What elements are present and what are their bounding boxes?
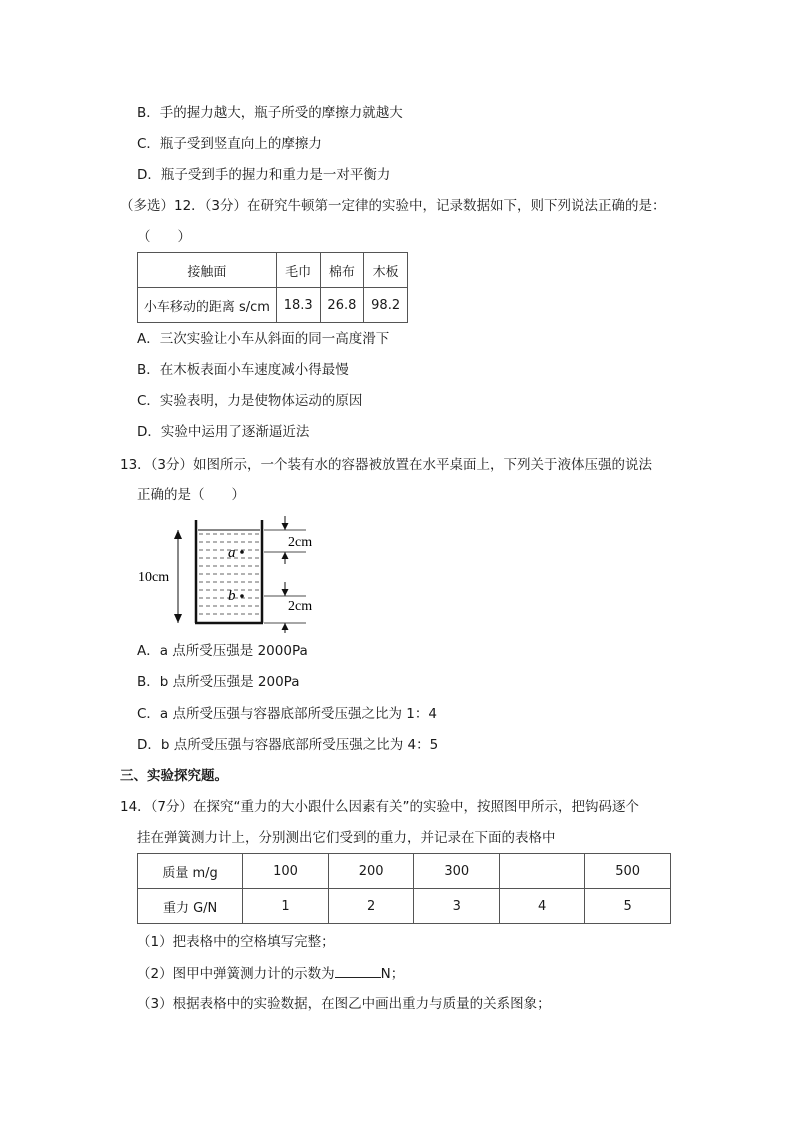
section-3-title: 三、实验探究题。 — [120, 768, 228, 784]
q14-sub2-unit: N； — [380, 966, 405, 982]
table-cell: 100 — [243, 854, 329, 889]
table-cell: 18.3 — [276, 288, 320, 323]
q14-stem-line1: 14．（7分）在探究“重力的大小跟什么因素有关”的实验中，按照图甲所示，把钩码逐个 — [120, 799, 640, 815]
table-cell: 300 — [414, 854, 500, 889]
table-cell-blank[interactable] — [500, 854, 585, 889]
q11-option-b: B．手的握力越大，瓶子所受的摩擦力就越大 — [137, 105, 403, 121]
table-cell: 26.8 — [320, 288, 364, 323]
q12-option-c: C．实验表明，力是使物体运动的原因 — [137, 393, 363, 409]
q14-sub3: （3）根据表格中的实验数据，在图乙中画出重力与质量的关系图象； — [137, 996, 551, 1012]
q13-option-b: B．b 点所受压强是 200Pa — [137, 674, 300, 690]
q12-option-d: D．实验中运用了逐渐逼近法 — [137, 424, 310, 440]
top-gap-label: 2cm — [288, 535, 313, 550]
table-cell: 5 — [585, 889, 671, 924]
table-header-cell: 木板 — [364, 253, 408, 288]
point-a-dot — [240, 550, 244, 554]
table-cell: 1 — [243, 889, 329, 924]
table-cell: 500 — [585, 854, 671, 889]
q13-option-c: C．a 点所受压强与容器底部所受压强之比为 1：4 — [137, 706, 437, 722]
q13-stem-line1: 13．（3分）如图所示，一个装有水的容器被放置在水平桌面上，下列关于液体压强的说法 — [120, 457, 653, 473]
table-row — [138, 253, 408, 288]
q12-option-b: B．在木板表面小车速度减小得最慢 — [137, 362, 349, 378]
arrow-head-down-icon — [282, 523, 289, 530]
table-header-cell: 质量 m/g — [138, 854, 243, 889]
q14-stem-line2: 挂在弹簧测力计上，分别测出它们受到的重力，并记录在下面的表格中 — [137, 830, 556, 846]
point-a-label: a — [228, 545, 236, 561]
point-b-dot — [240, 594, 244, 598]
container-pressure-figure — [138, 510, 338, 635]
q14-data-table — [137, 853, 671, 924]
arrow-head-up-icon — [282, 552, 289, 559]
q12-answer-paren: （ ） — [137, 229, 191, 245]
q11-option-c: C．瓶子受到竖直向上的摩擦力 — [137, 136, 322, 152]
table-cell: 200 — [328, 854, 414, 889]
table-cell: 2 — [328, 889, 414, 924]
answer-blank[interactable] — [335, 963, 381, 978]
q12-data-table — [137, 252, 408, 323]
q14-sub2 — [137, 963, 404, 984]
table-cell: 98.2 — [364, 288, 408, 323]
q11-option-d: D．瓶子受到手的握力和重力是一对平衡力 — [137, 167, 391, 183]
q12-option-a: A．三次实验让小车从斜面的同一高度滑下 — [137, 331, 390, 347]
table-header-cell: 接触面 — [138, 253, 277, 288]
arrow-head-down-icon — [282, 589, 289, 596]
table-row — [138, 854, 671, 889]
bottom-gap-label: 2cm — [288, 599, 313, 614]
arrow-head-down-icon — [174, 614, 182, 623]
arrow-head-up-icon — [282, 623, 289, 630]
table-cell: 小车移动的距离 s/cm — [138, 288, 277, 323]
table-cell: 4 — [500, 889, 585, 924]
q13-option-a: A．a 点所受压强是 2000Pa — [137, 643, 308, 659]
arrow-head-up-icon — [174, 530, 182, 539]
table-header-cell: 毛巾 — [276, 253, 320, 288]
table-cell: 3 — [414, 889, 500, 924]
q14-sub1: （1）把表格中的空格填写完整； — [137, 934, 335, 950]
table-header-cell: 棉布 — [320, 253, 364, 288]
q13-stem-line2: 正确的是（ ） — [137, 487, 245, 503]
point-b-label: b — [228, 588, 236, 604]
q14-sub2-text: （2）图甲中弹簧测力计的示数为 — [137, 966, 335, 982]
table-row — [138, 889, 671, 924]
table-row — [138, 288, 408, 323]
table-header-cell: 重力 G/N — [138, 889, 243, 924]
total-height-label: 10cm — [138, 570, 170, 585]
q13-option-d: D．b 点所受压强与容器底部所受压强之比为 4：5 — [137, 737, 439, 753]
q12-stem: （多选）12．（3分）在研究牛顿第一定律的实验中，记录数据如下，则下列说法正确的是： — [120, 198, 666, 214]
